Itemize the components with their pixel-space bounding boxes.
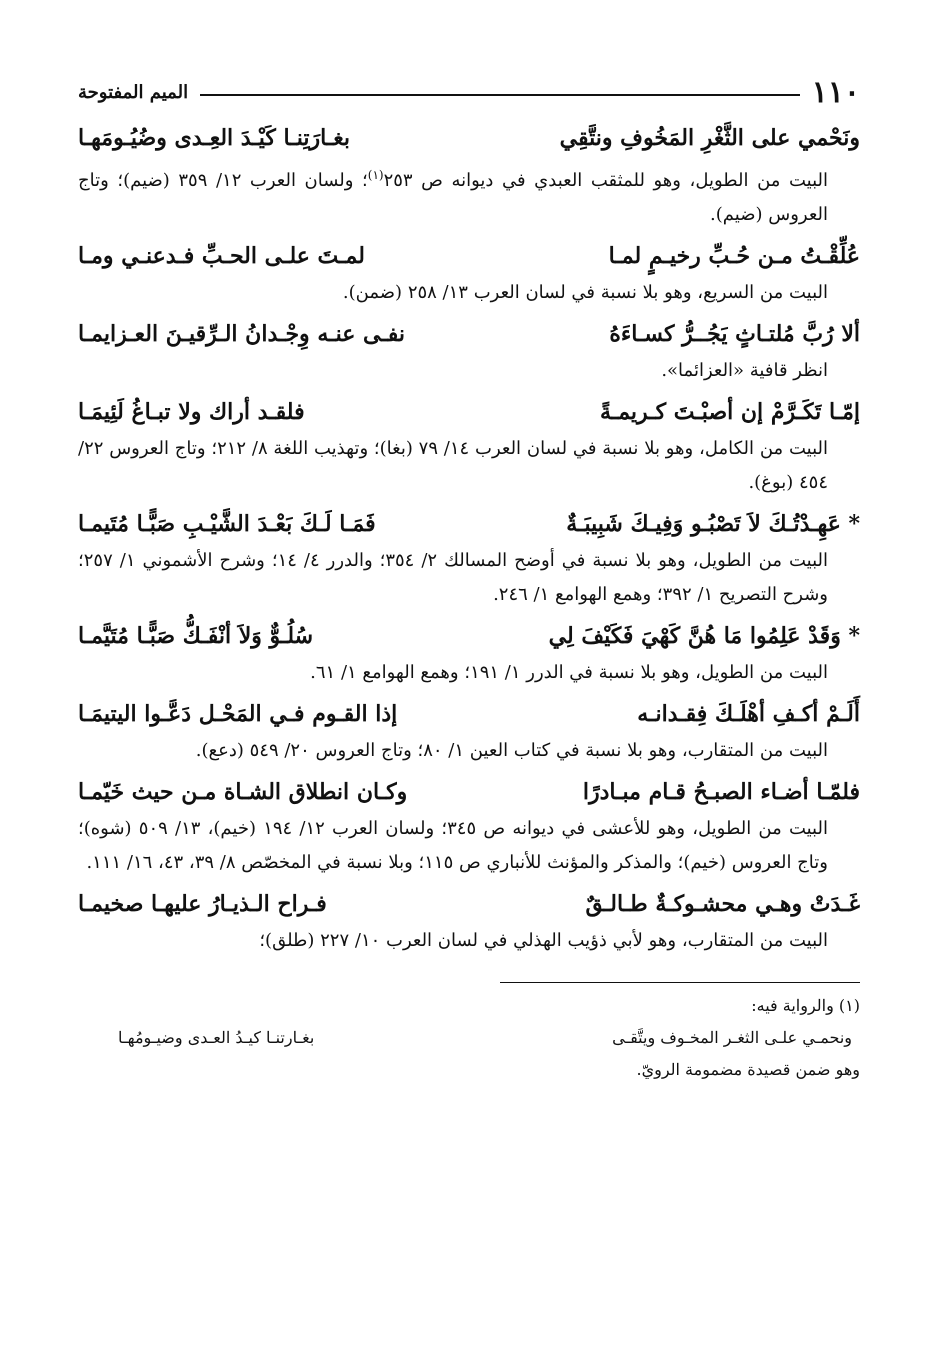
verse-commentary: البيت من الكامل، وهو بلا نسبة في لسان العرب ١٤/ ٧٩ (بغا)؛ وتهذيب اللغة ٨/ ٢١٢؛ وتاج العروس ٢٢/ ٤٥٤ (بوغ). (78, 438, 828, 493)
verse-line (78, 694, 860, 734)
verse-second-hemistich: إذا القـوم فـي المَحْـل دَعَّـوا اليتيمَـا (78, 701, 398, 727)
verse-second-hemistich: لمـتَ علـى الحـبِّ فـدعنـي ومـا (78, 243, 365, 269)
page-header (78, 70, 860, 114)
footnote-separator (500, 982, 860, 983)
verse-first-hemistich: * وَقَدْ عَلِمُوا مَا هُنَّ كَهْيَ فَكَيْفَ لِي (548, 623, 860, 649)
verse-line (78, 772, 860, 812)
verse-commentary (78, 158, 860, 232)
verse-line (78, 392, 860, 432)
verse-line (78, 236, 860, 276)
verse-second-hemistich: فـراح الـذيـارُ عليهـا صخيمـا (78, 891, 327, 917)
verse-first-hemistich: عُلِّقْـتُ مـن حُـبِّ رخيـمٍ لمـا (608, 243, 860, 269)
verse-commentary: البيت من المتقارب، وهو بلا نسبة في كتاب العين ١/ ٨٠؛ وتاج العروس ٢٠/ ٥٤٩ (دعع). (195, 740, 828, 761)
page-number: ١١٠ (811, 74, 860, 110)
verse-commentary: البيت من الطويل، وهو بلا نسبة في الدرر ١/ ١٩١؛ وهمع الهوامع ١/ ٦١. (310, 662, 828, 683)
header-rule (200, 94, 800, 96)
verse-second-hemistich: فَمَـا لَـكَ بَعْـدَ الشَّيْـبِ صَبًّـا مُتَيمـا (78, 511, 376, 537)
footnote-marker: (١) (367, 168, 384, 182)
verse-first-hemistich: ألا رُبَّ مُلتـاثٍ يَجُــرُّ كسـاءَهُ (609, 321, 860, 347)
verse-first-hemistich: ونَحْمي على الثَّغْرِ المَخُوفِ ونتَّقِي (559, 125, 860, 151)
verse-first-hemistich: أَلَـمْ أكـفِ أهْلَـكَ فِقـدانـه (637, 701, 860, 727)
verse-commentary: البيت من الطويل، وهو للأعشى في ديوانه ص ٣٤٥؛ ولسان العرب ١٢/ ١٩٤ (خيم)، ١٣/ ٥٠٩ (شوه)؛ وتاج العروس (خيم)؛ والمذكر والمؤنث للأنباري ص ١١٥؛ وبلا نسبة في المخصّص ٨/ ٣٩، ٤٣، ١٦/ ١١١. (78, 818, 828, 873)
commentary-text: ؛ ولسان العرب ١٢/ ٣٥٩ (ضيم)؛ وتاج العروس (ضيم). (78, 170, 828, 225)
verse-first-hemistich: إمّـا تَكَـرَّمْ إن أصبْـتَ كـريمـةً (599, 399, 860, 425)
verse-first-hemistich: فلمّـا أضـاء الصبـحُ قـام مبـادرًا (582, 779, 860, 805)
footnote-verse (78, 1021, 860, 1055)
verse-line (78, 118, 860, 158)
footnote-intro: (١) والرواية فيه: (751, 996, 860, 1015)
verse-commentary: انظر قافية «العزائما». (661, 360, 828, 381)
footnote-verse-first-hemistich: ونحمـي علـى الثغـر المخـوف ويتَّقـى (612, 1028, 852, 1047)
verse-line (78, 616, 860, 656)
running-title: الميم المفتوحة (78, 81, 189, 103)
footnote-note: وهو ضمن قصيدة مضمومة الرويّ. (636, 1060, 860, 1079)
footnote-verse-second-hemistich: بغـارتنـا كيـدُ العـدى وضيـومُهـا (118, 1028, 315, 1047)
verse-commentary: البيت من السريع، وهو بلا نسبة في لسان العرب ١٣/ ٢٥٨ (ضمن). (342, 282, 828, 303)
verse-second-hemistich: بغـارَتِنـا كَيْـدَ العِـدى وضُيُـومَهـا (78, 125, 350, 151)
verse-second-hemistich: نفـى عنـه وِجْـدانُ الـرِّقيـنَ العـزايمـا (78, 321, 406, 347)
verse-line (78, 504, 860, 544)
verse-second-hemistich: سُلُـوٌّ وَلاَ أنْفَـكُّ صَبًّـا مُتَيَّمـا (78, 623, 314, 649)
verse-line (78, 884, 860, 924)
verse-second-hemistich: وكـان انطلاق الشـاة مـن حيث خَيّمـا (78, 779, 408, 805)
verse-commentary: البيت من الطويل، وهو بلا نسبة في أوضح المسالك ٢/ ٣٥٤؛ والدرر ٤/ ١٤؛ وشرح الأشموني ١/ ٢٥٧؛ وشرح التصريح ١/ ٣٩٢؛ وهمع الهوامع ١/ ٢٤٦. (78, 550, 828, 605)
verse-line (78, 314, 860, 354)
verse-first-hemistich: غَـدَتْ وهـي محشـوكـةٌ طـالـقٌ (585, 891, 860, 917)
verse-commentary: البيت من المتقارب، وهو لأبي ذؤيب الهذلي في لسان العرب ١٠/ ٢٢٧ (طلق)؛ (259, 930, 828, 951)
commentary-text: البيت من الطويل، وهو للمثقب العبدي في ديوانه ص ٢٥٣ (383, 170, 828, 191)
verse-second-hemistich: فلقـد أراك ولا تبـاغُ لَئِيمَـا (78, 399, 305, 425)
verse-first-hemistich: * عَهِـدْتُـكَ لاَ تَصْبُـو وَفِيـكَ شَبِيبَـةٌ (566, 511, 860, 537)
